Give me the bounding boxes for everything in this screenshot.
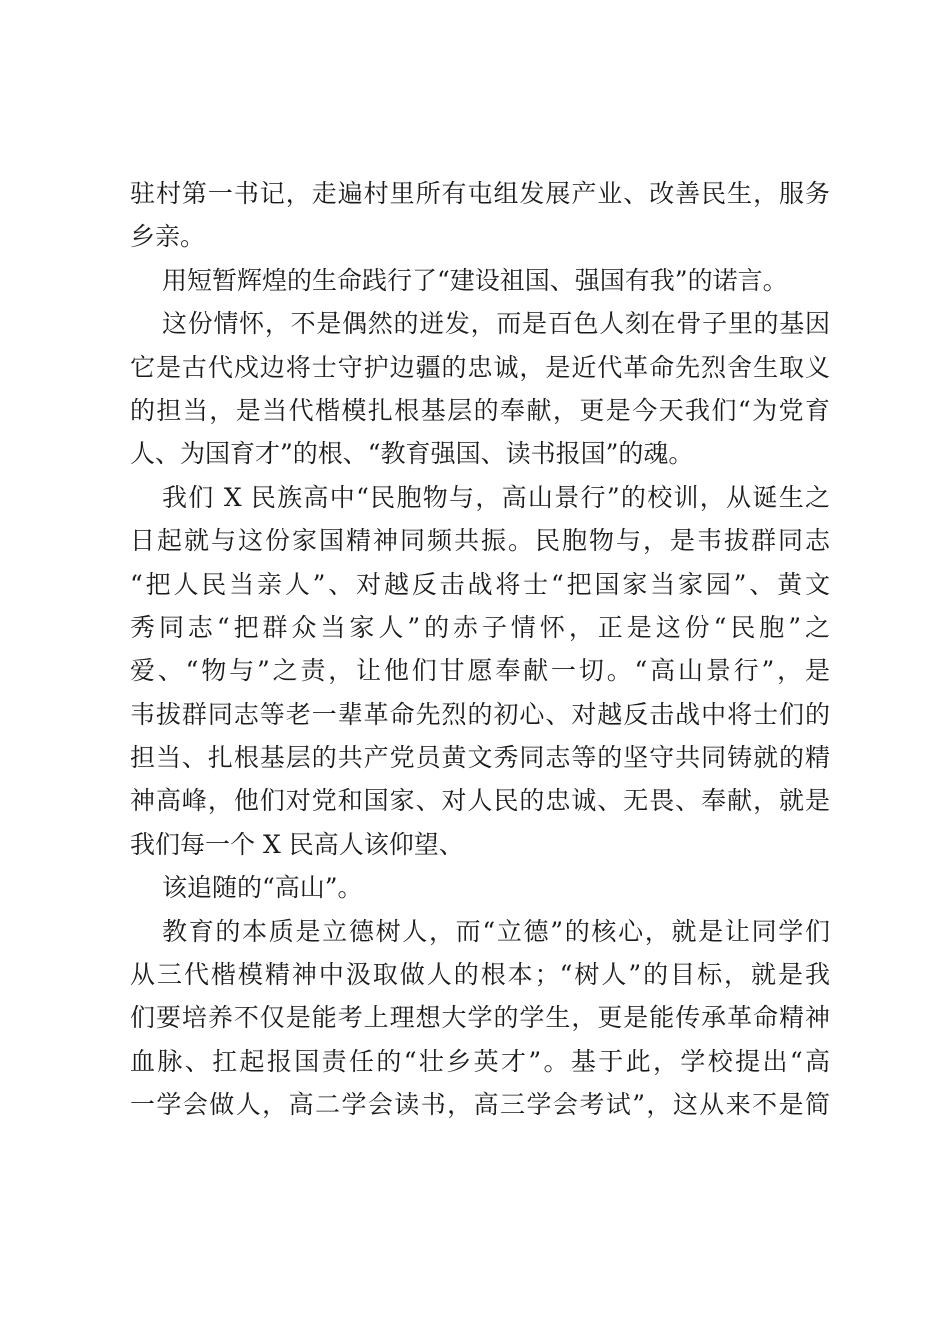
text-line: 韦拔群同志等老一辈革命先烈的初心、对越反击战中将士们的 — [130, 699, 830, 729]
text-line: 担当、扎根基层的共产党员黄文秀同志等的坚守共同铸就的精 — [130, 743, 830, 773]
text-line: 一学会做人，高二学会读书，高三学会考试”，这从来不是简 — [130, 1090, 830, 1120]
text-line: 乡亲。 — [130, 222, 206, 252]
text-line: 日起就与这份家国精神同频共振。民胞物与，是韦拔群同志 — [130, 526, 830, 556]
text-line: 爱、“物与”之责，让他们甘愿奉献一切。“高山景行”，是 — [130, 656, 830, 686]
text-line: 秀同志“把群众当家人”的赤子情怀，正是这份“民胞”之 — [130, 612, 831, 642]
text-line: 神高峰，他们对党和国家、对人民的忠诚、无畏、奉献，就是 — [130, 786, 830, 816]
text-line: 从三代楷模精神中汲取做人的根本；“树人”的目标，就是我 — [130, 960, 830, 990]
paragraph-start-line: 这份情怀，不是偶然的迸发，而是百色人刻在骨子里的基因 — [162, 309, 830, 339]
text-line: “把人民当亲人”、对越反击战将士“把国家当家园”、黄文 — [130, 569, 830, 599]
text-line: 血脉、扛起报国责任的“壮乡英才”。基于此，学校提出“高 — [130, 1046, 830, 1076]
paragraph-start-line: 该追随的“高山”。 — [162, 873, 363, 903]
body-text — [130, 172, 830, 1127]
paragraph-start-line: 用短暂辉煌的生命践行了“建设祖国、强国有我”的诺言。 — [162, 265, 788, 295]
text-line: 们要培养不仅是能考上理想大学的学生，更是能传承革命精神 — [130, 1003, 830, 1033]
text-line: 我们每一个 X 民高人该仰望、 — [130, 829, 464, 859]
text-line: 人、为国育才”的根、“教育强国、读书报国”的魂。 — [130, 439, 694, 469]
text-line: 它是古代戍边将士守护边疆的忠诚，是近代革命先烈舍生取义 — [130, 352, 830, 382]
paragraph-start-line: 教育的本质是立德树人，而“立德”的核心，就是让同学们 — [162, 916, 830, 946]
text-line: 驻村第一书记，走遍村里所有屯组发展产业、改善民生，服务 — [130, 179, 830, 208]
text-line: 的担当，是当代楷模扎根基层的奉献，更是今天我们“为党育 — [130, 395, 830, 425]
paragraph-start-line: 我们 X 民族高中“民胞物与，高山景行”的校训，从诞生之 — [162, 482, 830, 512]
